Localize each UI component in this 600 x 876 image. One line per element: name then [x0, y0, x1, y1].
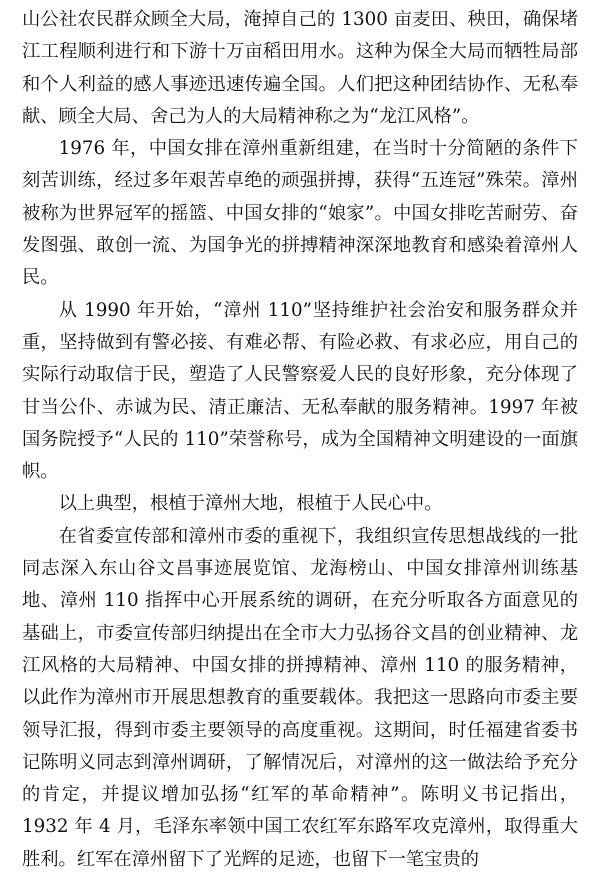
paragraph-summary: 以上典型，根植于漳州大地，根植于人民心中。 [58, 493, 443, 515]
document-body [22, 0, 578, 876]
document-page [22, 0, 578, 870]
paragraph-zhangzhou-110: 从 1990 年开始，“漳州 110”坚持维护社会治安和服务群众并重，坚持做到有警必接、有难必帮、有险必救、有求必应，用自己的实际行动取信于民，塑造了人民警察爱人民的良好形象，充分体现了甘当公仆、赤诚为民、清正廉洁、无私奉献的服务精神。1997 年被国务院授予“人民的 110”荣誉称号，成为全国精神文明建设的一面旗帜。 [22, 299, 578, 483]
paragraph-longjiang-continued: 山公社农民群众顾全大局，淹掉自己的 1300 亩麦田、秧田，确保堵江工程顺利进行和下游十万亩稻田用水。这种为保全大局而牺牲局部和个人利益的感人事迹迅速传遍全国。人们把这种团结协作、无私奉献、顾全大局、舍己为人的大局精神称之为“龙江风格”。 [22, 9, 578, 127]
paragraph-womens-volleyball: 1976 年，中国女排在漳州重新组建，在当时十分简陋的条件下刻苦训练，经过多年艰苦卓绝的顽强拼搏，获得“五连冠”殊荣。漳州被称为世界冠军的摇篮、中国女排的“娘家”。中国女排吃苦耐劳、奋发图强、敢创一流、为国争光的拼搏精神深深地教育和感染着漳州人民。 [22, 138, 578, 289]
paragraph-research: 在省委宣传部和漳州市委的重视下，我组织宣传思想战线的一批同志深入东山谷文昌事迹展览馆、龙海榜山、中国女排漳州训练基地、漳州 110 指挥中心开展系统的调研，在充分听取各方面意见的基础上，市委宣传部归纳提出在全市大力弘扬谷文昌的创业精神、龙江风格的大局精神、中国女排的拼搏精神、漳州 110 的服务精神，以此作为漳州市开展思想教育的重要载体。我把这一思路向市委主要领导汇报，得到市委主要领导的高度重视。这期间，时任福建省委书记陈明义同志到漳州调研，了解情况后，对漳州的这一做法给予充分的肯定，并提议增加弘扬“红军的革命精神”。陈明义书记指出，1932 年 4 月，毛泽东率领中国工农红军东路军攻克漳州，取得重大胜利。红军在漳州留下了光辉的足迹，也留下一笔宝贵的 [22, 525, 578, 870]
